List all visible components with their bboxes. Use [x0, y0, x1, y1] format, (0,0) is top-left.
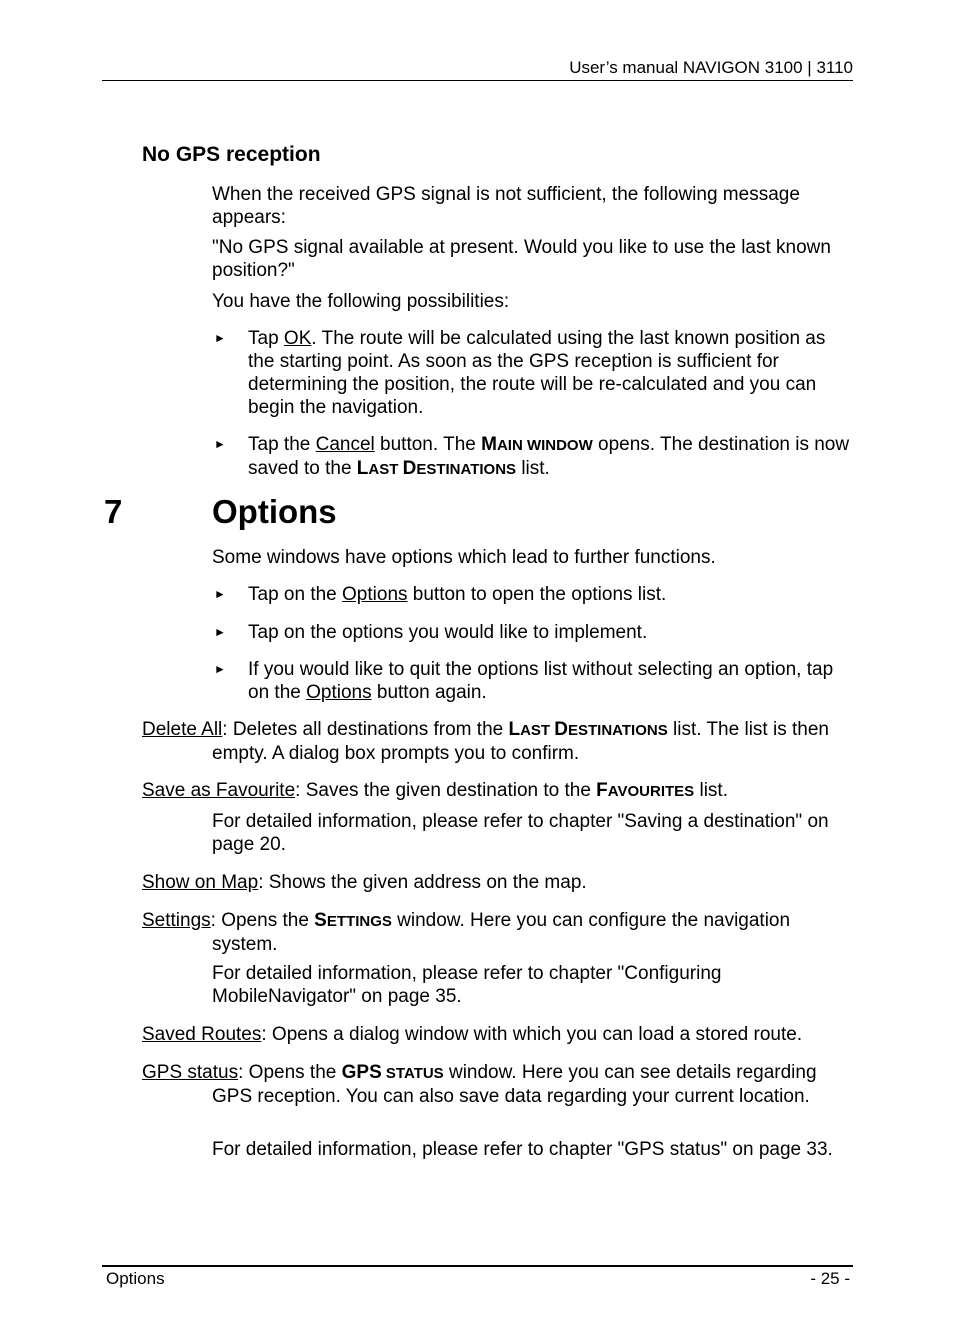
bullet-icon: ►: [214, 437, 226, 451]
header-rule: [102, 80, 853, 81]
delete-all-term: Delete All: [142, 719, 223, 740]
list-item: Tap OK. The route will be calculated using the last known position as the starting point. As soon as the GPS reception is sufficient for determining the position, the route will be re-calculated and you can begin the navigation.: [248, 328, 826, 418]
list-item: Tap the Cancel button. The MAIN WINDOW opens. The destination is now saved to the LAST DESTINATIONS list.: [248, 434, 850, 479]
definition-delete-all: Delete All: Deletes all destinations from the LAST DESTINATIONS list. The list is then empty. A dialog box prompts you to confirm.: [142, 719, 829, 764]
paragraph: You have the following possibilities:: [212, 291, 510, 312]
page-number: - 25 -: [810, 1269, 850, 1288]
paragraph: When the received GPS signal is not sufficient, the following message appears:: [212, 184, 800, 228]
paragraph: For detailed information, please refer to chapter "GPS status" on page 33.: [212, 1139, 833, 1160]
ok-button-ref: OK: [283, 328, 312, 349]
bullet-icon: ►: [214, 625, 226, 639]
cancel-button-ref: Cancel: [315, 434, 375, 455]
show-on-map-term: Show on Map: [142, 872, 259, 893]
paragraph: "No GPS signal available at present. Would you like to use the last known position?": [212, 237, 831, 281]
list-item: Tap on the options you would like to implement.: [248, 622, 648, 643]
definition-save-as-favourite: Save as Favourite: Saves the given destination to the FAVOURITES list.: [142, 780, 728, 801]
definition-saved-routes: Saved Routes: Opens a dialog window with which you can load a stored route.: [142, 1024, 803, 1045]
list-item: If you would like to quit the options list without selecting an option, tap on the Options button again.: [248, 659, 834, 703]
chapter-title: Options: [212, 493, 337, 530]
bullet-icon: ►: [214, 662, 226, 676]
footer-section: Options: [106, 1269, 165, 1288]
page-header: User’s manual NAVIGON 3100 | 3110: [569, 58, 853, 77]
definition-show-on-map: Show on Map: Shows the given address on the map.: [142, 872, 587, 893]
settings-term: Settings: [142, 910, 211, 931]
save-as-favourite-term: Save as Favourite: [142, 780, 296, 801]
paragraph: For detailed information, please refer to chapter "Configuring MobileNavigator" on page 35.: [212, 963, 722, 1007]
footer-rule: [102, 1265, 853, 1267]
options-button-ref: Options: [306, 682, 372, 703]
section-heading: No GPS reception: [142, 143, 321, 166]
gps-status-term: GPS status: [142, 1062, 239, 1083]
bullet-icon: ►: [214, 587, 226, 601]
bullet-icon: ►: [214, 331, 226, 345]
options-button-ref: Options: [342, 584, 408, 605]
definition-gps-status: GPS status: Opens the GPS STATUS window. Here you can see details regarding GPS reception. You can also save data regarding your current location.: [142, 1062, 817, 1107]
paragraph: Some windows have options which lead to further functions.: [212, 547, 716, 568]
list-item: Tap on the Options button to open the options list.: [248, 584, 667, 605]
paragraph: For detailed information, please refer to chapter "Saving a destination" on page 20.: [212, 811, 829, 855]
definition-settings: Settings: Opens the SETTINGS window. Here you can configure the navigation system.: [142, 910, 791, 955]
saved-routes-term: Saved Routes: [142, 1024, 262, 1045]
chapter-number: 7: [104, 493, 123, 530]
